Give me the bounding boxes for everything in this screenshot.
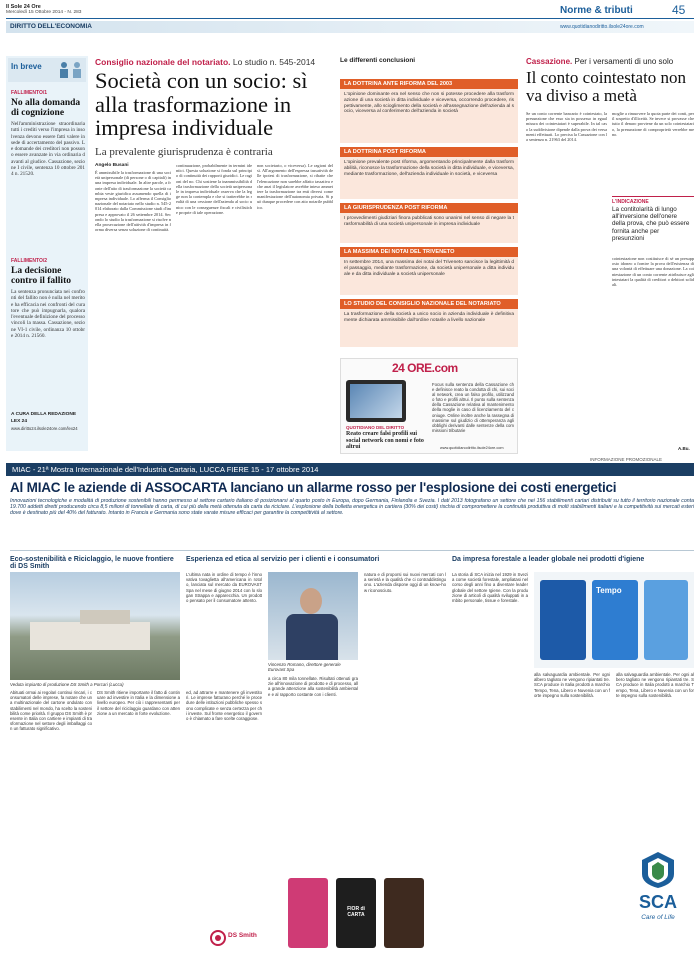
conclusion-block-4 [340, 247, 518, 295]
cass-kicker-extra: Per i versamenti di uno solo [574, 57, 674, 66]
col2-body: DS Smith ritiene importante il fatto di continuare ad investire in Italia e la dimensione a livello europeo. Per ciò i rappresentanti per il settore del riciclaggio guardano con attenzione a un mercato in forte evoluzione. [97, 690, 180, 716]
article-subtitle: La prevalente giurisprudenza è contraria [95, 146, 273, 158]
article-author: Angelo Busani [95, 163, 129, 168]
col3b-body: a circa 80 mila tonnellate. Risultati ottenuti grazie all'innovazione di prodotto e di processo, alla grande attenzione alla sostenibilità ambientale e al rapporto costante con i clienti. [268, 676, 358, 697]
item1-title: No alla domanda di cognizione [11, 98, 81, 118]
conclusion-head-3: LA GIURISPRUDENZA POST RIFORMA [340, 203, 518, 213]
section-title: Norme & tributi [560, 5, 633, 16]
promo-title[interactable]: Reato creare falsi profili sui social network con nomi e foto altrui [346, 431, 424, 450]
col4b-body: alla salvaguardia ambientale. Per ogni albero tagliato ne vengono ripiantati tre. SCA produce in Italia prodotti a marchio Tempo, Tena, Libero e Nuvenia con un forte impegno sulla sostenibilità. [534, 672, 610, 698]
col3-head: Esperienza ed etica al servizio per i clienti e i consumatori [186, 556, 380, 563]
conclusion-block-1 [340, 79, 518, 143]
promo-logo: 24 ORE.com [392, 361, 458, 375]
person-body [286, 614, 338, 660]
article-col2: continuazione, probabilmente in termini identici. Questa soluzione si fonda sul principio di continuità dei rapporti giuridici. Le ragioni del no. Chi sostiene la inammissibilità della trasformazione della società unipersonale in impresa individuale osserva che la legge non la contempla e che si tratterebbe in realtà di una cessione dell'azienda al socio unico con le conseguenze fiscali e civilistiche proprie di tale operazione. [176, 163, 252, 215]
sca-shield-icon [638, 850, 678, 890]
conclusion-head-2: LA DOTTRINA POST RIFORMA [340, 147, 518, 157]
col4-head: Da impresa forestale a leader globale nei prodotti d'igiene [452, 556, 645, 563]
conclusion-block-3 [340, 203, 518, 243]
col1-body: Abituati ormai ai regolari continui rincari, i consumatori delle imprese, fa notare che una multinazionale del cartone ondulato con stabilimenti nel mondo, ha scelto la sostenibilità come priorità. Il gruppo DS Smith è presente in Italia con cartiere e impianti di trasformazione nel settore degli imballaggi con un fatturato significativo. [10, 690, 92, 732]
cass-box-label: L'INDICAZIONE [612, 199, 649, 205]
conclusion-body-1: L'opinione dominante era nel senso che non si potesse procedere alla trasformazione di una società in ditta individuale e viceversa, occorrendo procedere, rispettivamente, allo scioglimento della società e all'assegnazione dell'azienda al socio, viceversa al conferimento dell'azienda in società [344, 92, 514, 115]
promo-body: Focus sulla sentenza della Cassazione che definisce reato la condotta di chi, sui social network, crea un falso profilo, utilizzando foto e profili altrui. Il punto sulla sentenza della Cassazione relativa al mantenimento della moglie in caso di licenziamento del coniuge. Online inoltre anche la rassegna di massime sul giudizio di ottemperanza agli obblighi derivanti dalle sentenze della commissioni tributarie [432, 382, 514, 433]
col4c-body: alla salvaguardia ambientale. Per ogni albero tagliato ne vengono ripiantati tre. SCA produce in Italia prodotti a marchio Tempo, Tena, Libero e Nuvenia con un forte impegno sulla sostenibilità. [616, 672, 694, 698]
cass-kicker-bold: Cassazione. [526, 57, 573, 66]
col3-caption: Vincenzo Romano, direttore generale Eurovast Spa [268, 662, 341, 672]
item2-title: La decisione contro il fallito [11, 266, 71, 286]
cass-col2b: cointestazione non costituisce di sé un presupposto idoneo a fornire la prova dell'esistenza di una volontà di effettuare una donazione. La cointestazione di un conto corrente attribuisce agli intestatari la qualità di creditori o debitori solidali. [612, 256, 694, 288]
sidebar-footer-source: LEX 24 [11, 419, 27, 424]
masthead-title: Il Sole 24 Ore [6, 4, 41, 10]
sca-tagline: Care of Life [641, 914, 675, 921]
website-link[interactable]: www.quotidianodiritto.ilsole24ore.com [560, 24, 644, 30]
col2b-body: ed, ad attrarre e mantenere gli investitori. Le imprese fatturano perché le procedure delle istituzioni pubbliche spesso sono complicate e senza certezza per chi investe. Sul fronte energetico il governo è chiamato a fare scelte coraggiose. [186, 690, 262, 722]
miac-intro: Innovazioni tecnologiche e modalità di produzione sostenibili hanno permesso al settore cartario italiano di posizionarsi al quarto posto in Europa, dopo Germania, Finlandia e Svezia. I dati 2013 fotografano un settore che nei 156 stabilimenti cartari distribuiti su tutto il territorio nazionale conta 19.700 addetti diretti producendo circa 8,5 milioni di tonnellate di carta, di cui più della metà ottenuta da carta da riciclare. L'esplosione della bolletta energetica in cartiera (30% dei costi) rischia di compromettere la continuità produttiva di molti stabilimenti italiani e la competitività sui mercati esteri dove è destinato più del 40% del fatturato. Intanto in Francia e Germania sono state varate misure efficaci per garantire la competitività al settore. [10, 498, 694, 517]
director-photo [268, 572, 358, 660]
cass-title: Il conto cointestato non va diviso a metà [526, 68, 687, 105]
conclusion-head-5: LO STUDIO DEL CONSIGLIO NAZIONALE DEL NOTARIATO [340, 299, 518, 309]
promo-tag: QUOTIDIANO DEL DIRITTO [346, 425, 405, 430]
cass-box-text: La contitolarità di lungo all'inversione dell'onere della prova, che può essere fornita anche per presunzioni [612, 206, 690, 242]
ds-smith-logo [210, 928, 260, 948]
tempo-pack-3 [644, 580, 688, 660]
header-rule [6, 18, 694, 19]
promo-label: INFORMAZIONE PROMOZIONALE [590, 457, 663, 462]
tempo-products [534, 572, 694, 668]
ribbon-label: DIRITTO DELL'ECONOMIA [10, 23, 92, 30]
ds-smith-icon [210, 930, 226, 946]
kicker-extra: Lo studio n. 545-2014 [232, 57, 316, 67]
factory-building [30, 622, 150, 650]
col3c-body: natura e di proporsi sui nuovi mercati con la serietà e la qualità che ci contraddistinguono. L'azienda dispone oggi di un know-how riconosciuto. [364, 572, 446, 593]
article-kicker [95, 57, 315, 67]
article-col1: È ammissibile la trasformazione di una società unipersonale (di persone o di capitali) in una impresa individuale. In altre parole, a fronte dell'atto di trasformazione la società cambia veste giuridica assumendo quella di impresa individuale. Lo afferma il Consiglio nazionale del notariato nello studio n. 545-2014 elaborato dalla Commissione studi d'impresa e approvato il 26 settembre 2014. Secondo lo studio la trasformazione si risolve nella prosecuzione dell'attività d'impresa in forma diversa senza soluzione di continuità. [95, 170, 171, 233]
tempo-pack-1 [540, 580, 586, 660]
miac-divider [10, 550, 694, 551]
tablet-screen [350, 384, 402, 418]
conclusions-panel [340, 67, 518, 357]
item1-tag: FALLIMENTO/1 [11, 90, 48, 96]
product-roll-1 [288, 878, 328, 948]
tempo-brand: Tempo [596, 586, 622, 595]
conclusions-head: Le differenti conclusioni [340, 57, 416, 64]
article-title: Società con un socio: sì alla trasformazione in impresa individuale [95, 68, 308, 140]
col3-body: L'ultima nata in ordine di tempo è l'innovativa tovaglietta all'americana in rotolo, lanciata sul mercato da EUROVAST Spa nel mese di giugno 2014 con lo slogan Strappa e apparecchia. Un prodotto pensato per il consumatore attento. [186, 572, 262, 604]
cass-col1: Se un conto corrente bancario è cointestato, la presunzione che esso sia in possesso in egual misura dei cointestatari è superabile. In tal caso la suddivisione dipende dalla prova dei versamenti effettuati. Lo precisa la Cassazione con la sentenza n. 21963 del 2014. [526, 111, 607, 143]
item2-body: La sentenza pronunciata nei confronti del fallito non è nulla nel merito e ha efficacia nei confronti del curatore che può impugnarla, qualora l'eventuale definizione del processo vincoli la massa. Cassazione, sezione VI-1 civile, ordinanza 10 ottobre 2014 n. 21560. [11, 289, 85, 340]
col1-caption: Veduta impianto di produzione DS Smith a Porcari (Lucca) [10, 682, 124, 687]
col1-head: Eco-sostenibilità e Riciclaggio, le nuove frontiere di DS Smith [10, 556, 174, 570]
people-icon [58, 60, 84, 80]
promo-url[interactable]: www.quotidianodiritto.ilsole24ore.com [440, 446, 504, 450]
conclusion-head-1: LA DOTTRINA ANTE RIFORMA DEL 2003 [340, 79, 518, 89]
factory-building-2 [80, 610, 130, 624]
item1-body: Nell'amministrazione straordinaria tutti i crediti verso l'impresa in insolvenza devono essere fatti valere in sede di accertamento del passivo. Le domande dei creditori non possono essere avanzate in via ordinaria davanti al giudice. Cassazione, sezione I civile, sentenza 10 ottobre 2014 n. 21520. [11, 121, 85, 178]
sca-logo [624, 850, 692, 970]
fior-di-carta-products [268, 878, 444, 950]
sidebar-footer-label: A CURA DELLA REDAZIONE [11, 412, 77, 417]
person-head [300, 588, 322, 614]
conclusion-body-3: I provvedimenti giudiziari finora pubblicati sono unanimi nel senso di negare la trasformabilità di una società unipersonale in impresa individuale [344, 216, 514, 227]
article-col3: non societario, o viceversa). Le ragioni del sì. All'argomento dell'espressa tassatività delle ipotesi di trasformazione, si ribatte che l'elencazione non sarebbe affatto tassativa e che anzi il legislatore avrebbe inteso ammettere la trasformazione tra enti diversi come manifestazione dell'autonomia privata. Si può dunque procedere con atto notarile pubblico. [257, 163, 333, 210]
factory-photo [10, 572, 180, 680]
in-breve-label: In breve [11, 62, 42, 71]
conclusion-block-5 [340, 299, 518, 347]
conclusion-body-5: La trasformazione della società a unico socio in azienda individuale è definitivamente dichiarata ammissibile dall'ordine notarile a livello nazionale [344, 312, 514, 323]
item2-tag: FALLIMENTO/2 [11, 258, 48, 264]
conclusion-body-4: In settembre 2014, una massima dei notai del Triveneto sancisce la legittimità del passaggio, mediante trasformazione, da società unipersonale a ditta individuale e da ditta individuale a società unipersonale [344, 260, 514, 277]
dateline: Mercoledì 15 Ottobre 2014 - N. 283 [6, 10, 82, 15]
masthead [6, 4, 206, 15]
cass-col2: moglie a rimuovere la quota parte dei conti, per il sospetto d'illiceità. Se invece si provasse che tutto il denaro proviene da un solo cointestatario, la presunzione di comproprietà verrebbe meno. [612, 111, 694, 137]
sidebar-footer-url[interactable]: www.diritto24.ilsole24ore.com/lex24 [11, 426, 78, 431]
product-roll-3 [384, 878, 424, 948]
conclusion-body-2: L'opinione prevalente post riforma, argomentando principalmente dalla trasformabilità, riconosce la trasformazione della società in ditta individuale, e viceversa, mediante trasformazione, dell'azienda individuale in società, e viceversa [344, 160, 514, 177]
ds-smith-text: DS Smith [228, 932, 257, 939]
col4-body: La storia di SCA inizia nel 1929 in Svezia come società forestale, ampliatasi nel corso degli anni fino a diventare leader globale del settore Igiene. Con la produzione di articoli di qualità sviluppati in ambito personale, tissue e forestale. [452, 572, 528, 604]
miac-headline: Al MIAC le aziende di ASSOCARTA lanciano un allarme rosso per l'esplosione dei costi energetici [10, 480, 617, 495]
tablet-image [346, 380, 406, 422]
page-number: 45 [672, 3, 686, 17]
miac-bar-text: MIAC - 21ª Mostra Internazionale dell'Industria Cartaria, LUCCA FIERE 15 - 17 ottobre 2014 [12, 465, 319, 474]
kicker-bold: Consiglio nazionale del notariato. [95, 57, 231, 67]
product-label: FIOR di CARTA [347, 906, 365, 918]
cass-signature: A.Bu. [678, 446, 690, 451]
conclusion-block-2 [340, 147, 518, 199]
cass-kicker [526, 57, 694, 66]
conclusion-head-4: LA MASSIMA DEI NOTAI DEL TRIVENETO [340, 247, 518, 257]
sca-logo-text: SCA [638, 892, 677, 912]
